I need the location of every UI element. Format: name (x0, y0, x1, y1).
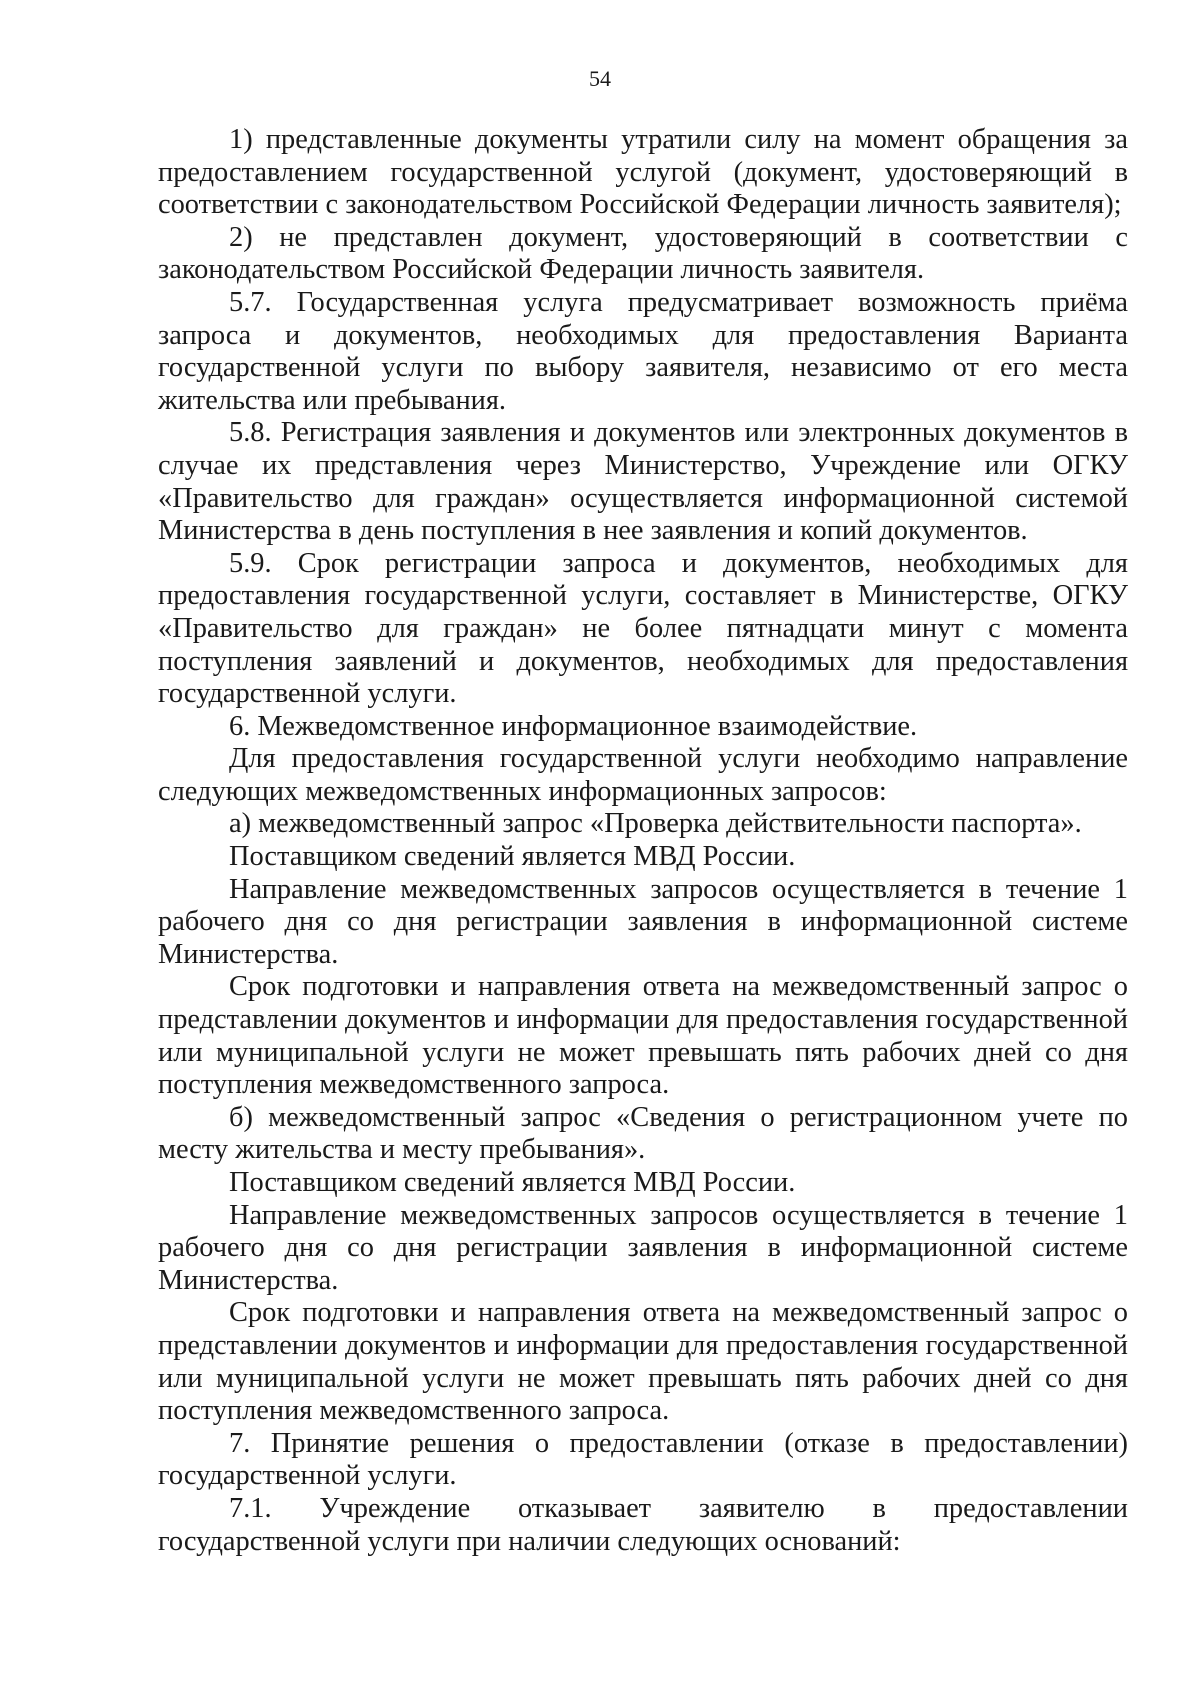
paragraph: Направление межведомственных запросов осуществляется в течение 1 рабочего дня со дня регистрации заявления в информационной системе Министерства. (158, 873, 1128, 970)
paragraph: Для предоставления государственной услуги необходимо направление следующих межведомственных информационных запросов: (158, 743, 1128, 807)
paragraph: 7.1. Учреждение отказывает заявителю в предоставлении государственной услуги при наличии следующих оснований: (158, 1492, 1128, 1557)
paragraph: Поставщиком сведений является МВД России. (229, 1167, 796, 1198)
paragraph: 7. Принятие решения о предоставлении (отказе в предоставлении) государственной услуги. (158, 1427, 1128, 1492)
document-body (158, 124, 1128, 1558)
paragraph: Направление межведомственных запросов осуществляется в течение 1 рабочего дня со дня регистрации заявления в информационной системе Министерства. (158, 1199, 1128, 1296)
paragraph: 2) не представлен документ, удостоверяющий в соответствии с законодательством Российской Федерации личность заявителя. (158, 221, 1128, 286)
paragraph: Срок подготовки и направления ответа на межведомственный запрос о представлении документов и информации для предоставления государственной или муниципальной услуги не может превышать пять рабочих дней со дня поступления межведомственного запроса. (158, 971, 1128, 1101)
paragraph: Поставщиком сведений является МВД России. (229, 841, 796, 873)
paragraph: 1) представленные документы утратили силу на момент обращения за предоставлением государственной услугой (документ, удостоверяющий в соответствии с законодательством Российской Федерации личность заявителя); (158, 124, 1128, 221)
paragraph: б) межведомственный запрос «Сведения о регистрационном учете по месту жительства и месту пребывания». (158, 1101, 1128, 1166)
paragraph: 6. Межведомственное информационное взаимодействие. (229, 710, 918, 742)
paragraph: 5.8. Регистрация заявления и документов или электронных документов в случае их представления через Министерство, Учреждение или ОГКУ «Правительство для граждан» осуществляется информационной системой Министерства в день поступления в нее заявления и копий документов. (158, 417, 1128, 547)
paragraph: 5.9. Срок регистрации запроса и документов, необходимых для предоставления государственной услуги, составляет в Министерстве, ОГКУ «Правительство для граждан» не более пятнадцати минут с момента поступления заявлений и документов, необходимых для предоставления государственной услуги. (158, 547, 1128, 710)
page-number: 54 (589, 66, 611, 91)
paragraph: 5.7. Государственная услуга предусматривает возможность приёма запроса и документов, необходимых для предоставления Варианта государственной услуги по выбору заявителя, независимо от его места жительства или пребывания. (158, 286, 1128, 416)
paragraph: Срок подготовки и направления ответа на межведомственный запрос о представлении документов и информации для предоставления государственной или муниципальной услуги не может превышать пять рабочих дней со дня поступления межведомственного запроса. (158, 1297, 1128, 1427)
paragraph: а) межведомственный запрос «Проверка действительности паспорта». (229, 808, 1082, 840)
